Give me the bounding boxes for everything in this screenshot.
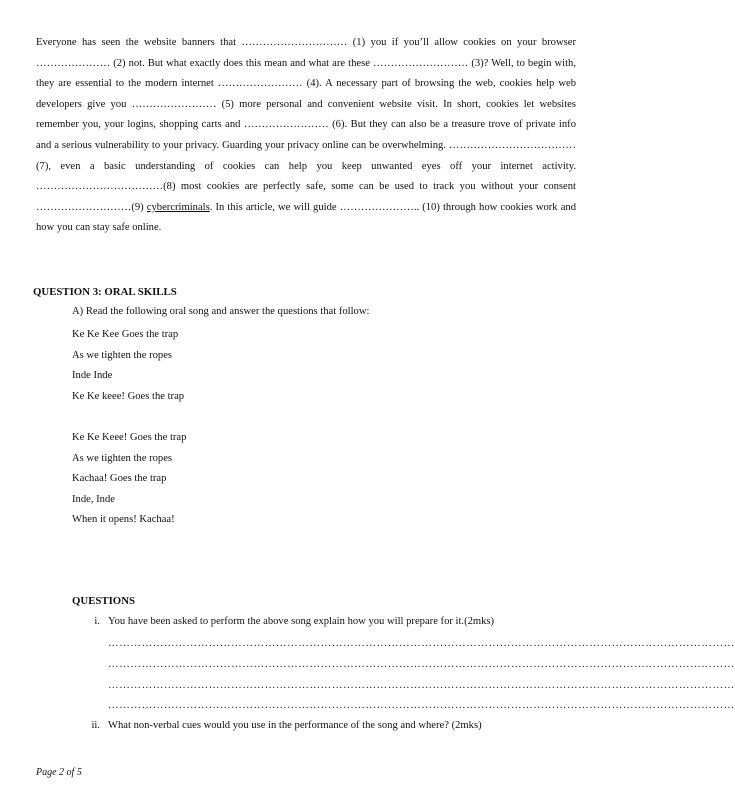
song-stanza-2 (72, 428, 472, 531)
page-number: Page 2 of 5 (36, 767, 82, 778)
song-line: Inde, Inde (72, 493, 115, 505)
song-line: Kachaa! Goes the trap (72, 473, 167, 485)
song-line: When it opens! Kachaa! (72, 514, 175, 526)
song-line: As we tighten the ropes (72, 452, 173, 464)
song-line: Ke Ke keee! Goes the trap (72, 390, 185, 402)
questions-title: QUESTIONS (72, 595, 136, 607)
question-number: ii. (91, 720, 100, 731)
passage-text-part-1: Everyone has seen the website banners that ………………………… (1) you if you’ll allow cookies on your browser ………………… (2) not. But what exactly does this mean and what are these ……………………… (3)? Well, to begin with, they are essential to the modern internet …………………… (4). A necessary part of browsing the web, cookies help web developers give you …………………… (5) more personal and convenient website visit. In short, cookies let websites remember you, your logins, shopping carts and …………………… (6). But they can also be a treasure trove of private info and a serious vulnerability to your privacy. Guarding your privacy online can be overwhelming. ……………………………… (7), even a basic understanding of cookies can help you keep unwanted eyes off your internet activity. ………………………………(8) most cookies are perfectly safe, some can be used to track you without your consent ………………………(9) (36, 37, 576, 213)
song-stanza-1 (72, 325, 472, 407)
question-number: i. (94, 616, 100, 627)
passage-text-part-2: . In this article, we will guide ………………….. (10) through how cookies work and how you can stay safe online. (36, 201, 576, 234)
section-instruction: A) Read the following oral song and answer the questions that follow: (72, 306, 370, 317)
answer-line[interactable]: …………………………………………………………………………………………………………………………………………………… (108, 680, 735, 691)
underlined-word-cybercriminals: cybercriminals (146, 201, 210, 213)
question-text: You have been asked to perform the above song explain how you will prepare for it.(2mks) (108, 616, 495, 627)
song-line: Ke Ke Kee Goes the trap (72, 329, 179, 340)
answer-line[interactable]: …………………………………………………………………………………………………………………………………………………… (108, 700, 735, 711)
song-line: Inde Inde (72, 370, 113, 382)
answer-line[interactable]: …………………………………………………………………………………………………………………………………………………… (108, 638, 735, 649)
answer-line[interactable]: …………………………………………………………………………………………………………………………………………………… (108, 659, 735, 670)
section-heading: QUESTION 3: ORAL SKILLS (33, 286, 177, 298)
song-line: As we tighten the ropes (72, 349, 173, 361)
question-text: What non-verbal cues would you use in the performance of the song and where? (2mks) (108, 720, 482, 731)
cloze-passage (36, 33, 576, 239)
song-line: Ke Ke Keee! Goes the trap (72, 432, 187, 443)
